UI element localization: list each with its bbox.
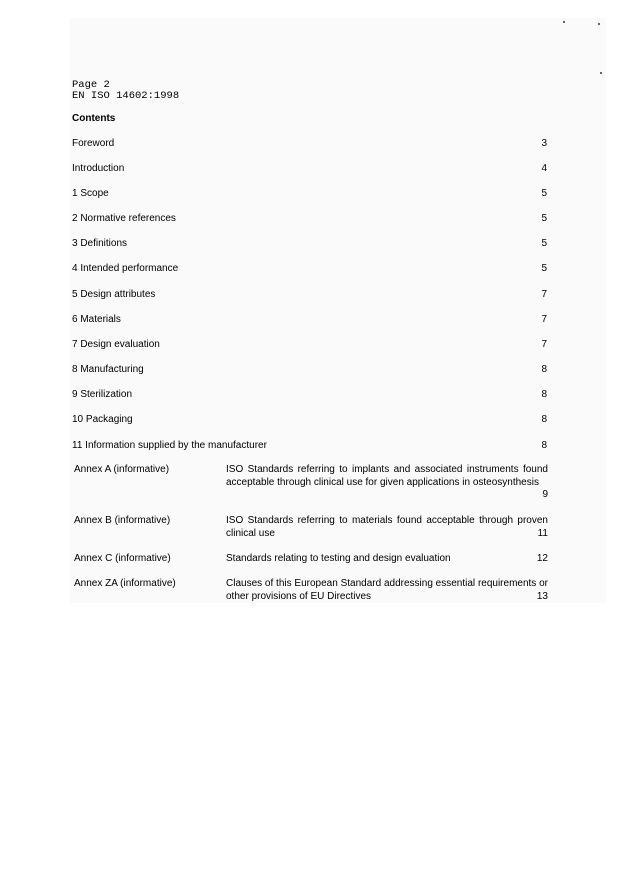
toc-entry-page: 5 xyxy=(541,213,547,224)
annex-entry[interactable] xyxy=(74,553,548,567)
page-number: Page 2 xyxy=(72,79,110,91)
annex-page: 12 xyxy=(536,553,548,564)
toc-entry[interactable] xyxy=(72,288,547,302)
toc-entry[interactable] xyxy=(72,262,547,276)
annex-entry[interactable] xyxy=(74,515,548,541)
toc-entry-page: 8 xyxy=(541,414,547,425)
toc-entry[interactable] xyxy=(72,363,547,377)
toc-entry-label: 2 Normative references xyxy=(72,213,176,224)
toc-entry-label: Foreword xyxy=(72,138,115,149)
toc-entry-label: 7 Design evaluation xyxy=(72,339,160,350)
toc-entry-label: 5 Design attributes xyxy=(72,289,156,300)
toc-entry[interactable] xyxy=(72,212,547,226)
toc-entry-page: 5 xyxy=(541,263,547,274)
annex-description: Clauses of this European Standard addressing essential requirements or other provisions of EU Directives xyxy=(226,578,548,602)
scan-speck xyxy=(563,21,565,23)
toc-entry-page: 4 xyxy=(541,163,547,174)
toc-entry-page: 5 xyxy=(541,188,547,199)
toc-entry-page: 8 xyxy=(541,440,547,451)
toc-entry-label: Introduction xyxy=(72,163,125,174)
scan-speck xyxy=(598,23,600,25)
page-header xyxy=(72,80,179,102)
toc-entry-label: 1 Scope xyxy=(72,188,109,199)
annex-page: 11 xyxy=(537,528,548,539)
annex-label: Annex B (informative) xyxy=(74,515,171,526)
toc-entry-page: 7 xyxy=(541,314,547,325)
toc-entry-page: 7 xyxy=(541,289,547,300)
annex-label: Annex ZA (informative) xyxy=(74,578,176,589)
annex-page: 9 xyxy=(542,489,548,500)
annex-entry[interactable] xyxy=(74,578,548,604)
contents-title: Contents xyxy=(72,113,116,124)
toc-entry-page: 7 xyxy=(541,339,547,350)
toc-entry-label: 6 Materials xyxy=(72,314,121,325)
toc-entry[interactable] xyxy=(72,413,547,427)
toc-entry[interactable] xyxy=(72,338,547,352)
toc-entry-label: 8 Manufacturing xyxy=(72,364,144,375)
annex-label: Annex A (informative) xyxy=(74,464,170,475)
toc-entry[interactable] xyxy=(72,137,547,151)
annex-label: Annex C (informative) xyxy=(74,553,171,564)
toc-entry[interactable] xyxy=(72,388,547,402)
toc-entry-label: 11 Information supplied by the manufacturer xyxy=(72,440,267,451)
scan-speck xyxy=(600,72,602,74)
annex-entry[interactable] xyxy=(74,464,548,502)
toc-entry[interactable] xyxy=(72,237,547,251)
toc-entry-label: 3 Definitions xyxy=(72,238,128,249)
standard-id: EN ISO 14602:1998 xyxy=(72,90,180,102)
annex-description: ISO Standards referring to implants and associated instruments found acceptable through clinical use for given applications in osteosynthesis xyxy=(226,464,548,488)
annex-description: ISO Standards referring to materials found acceptable through proven clinical use xyxy=(226,515,548,539)
toc-entry-label: 4 Intended performance xyxy=(72,263,179,274)
toc-entry-page: 8 xyxy=(541,389,547,400)
toc-entry[interactable] xyxy=(72,439,547,453)
annex-page: 13 xyxy=(536,591,548,602)
toc-entry-label: 9 Sterilization xyxy=(72,389,133,400)
annex-description: Standards relating to testing and design evaluation xyxy=(226,553,451,564)
toc-entry[interactable] xyxy=(72,313,547,327)
toc-entry-page: 5 xyxy=(541,238,547,249)
toc-entry[interactable] xyxy=(72,187,547,201)
toc-entry-page: 3 xyxy=(541,138,547,149)
toc-entry[interactable] xyxy=(72,162,547,176)
toc-entry-page: 8 xyxy=(541,364,547,375)
toc-entry-label: 10 Packaging xyxy=(72,414,133,425)
